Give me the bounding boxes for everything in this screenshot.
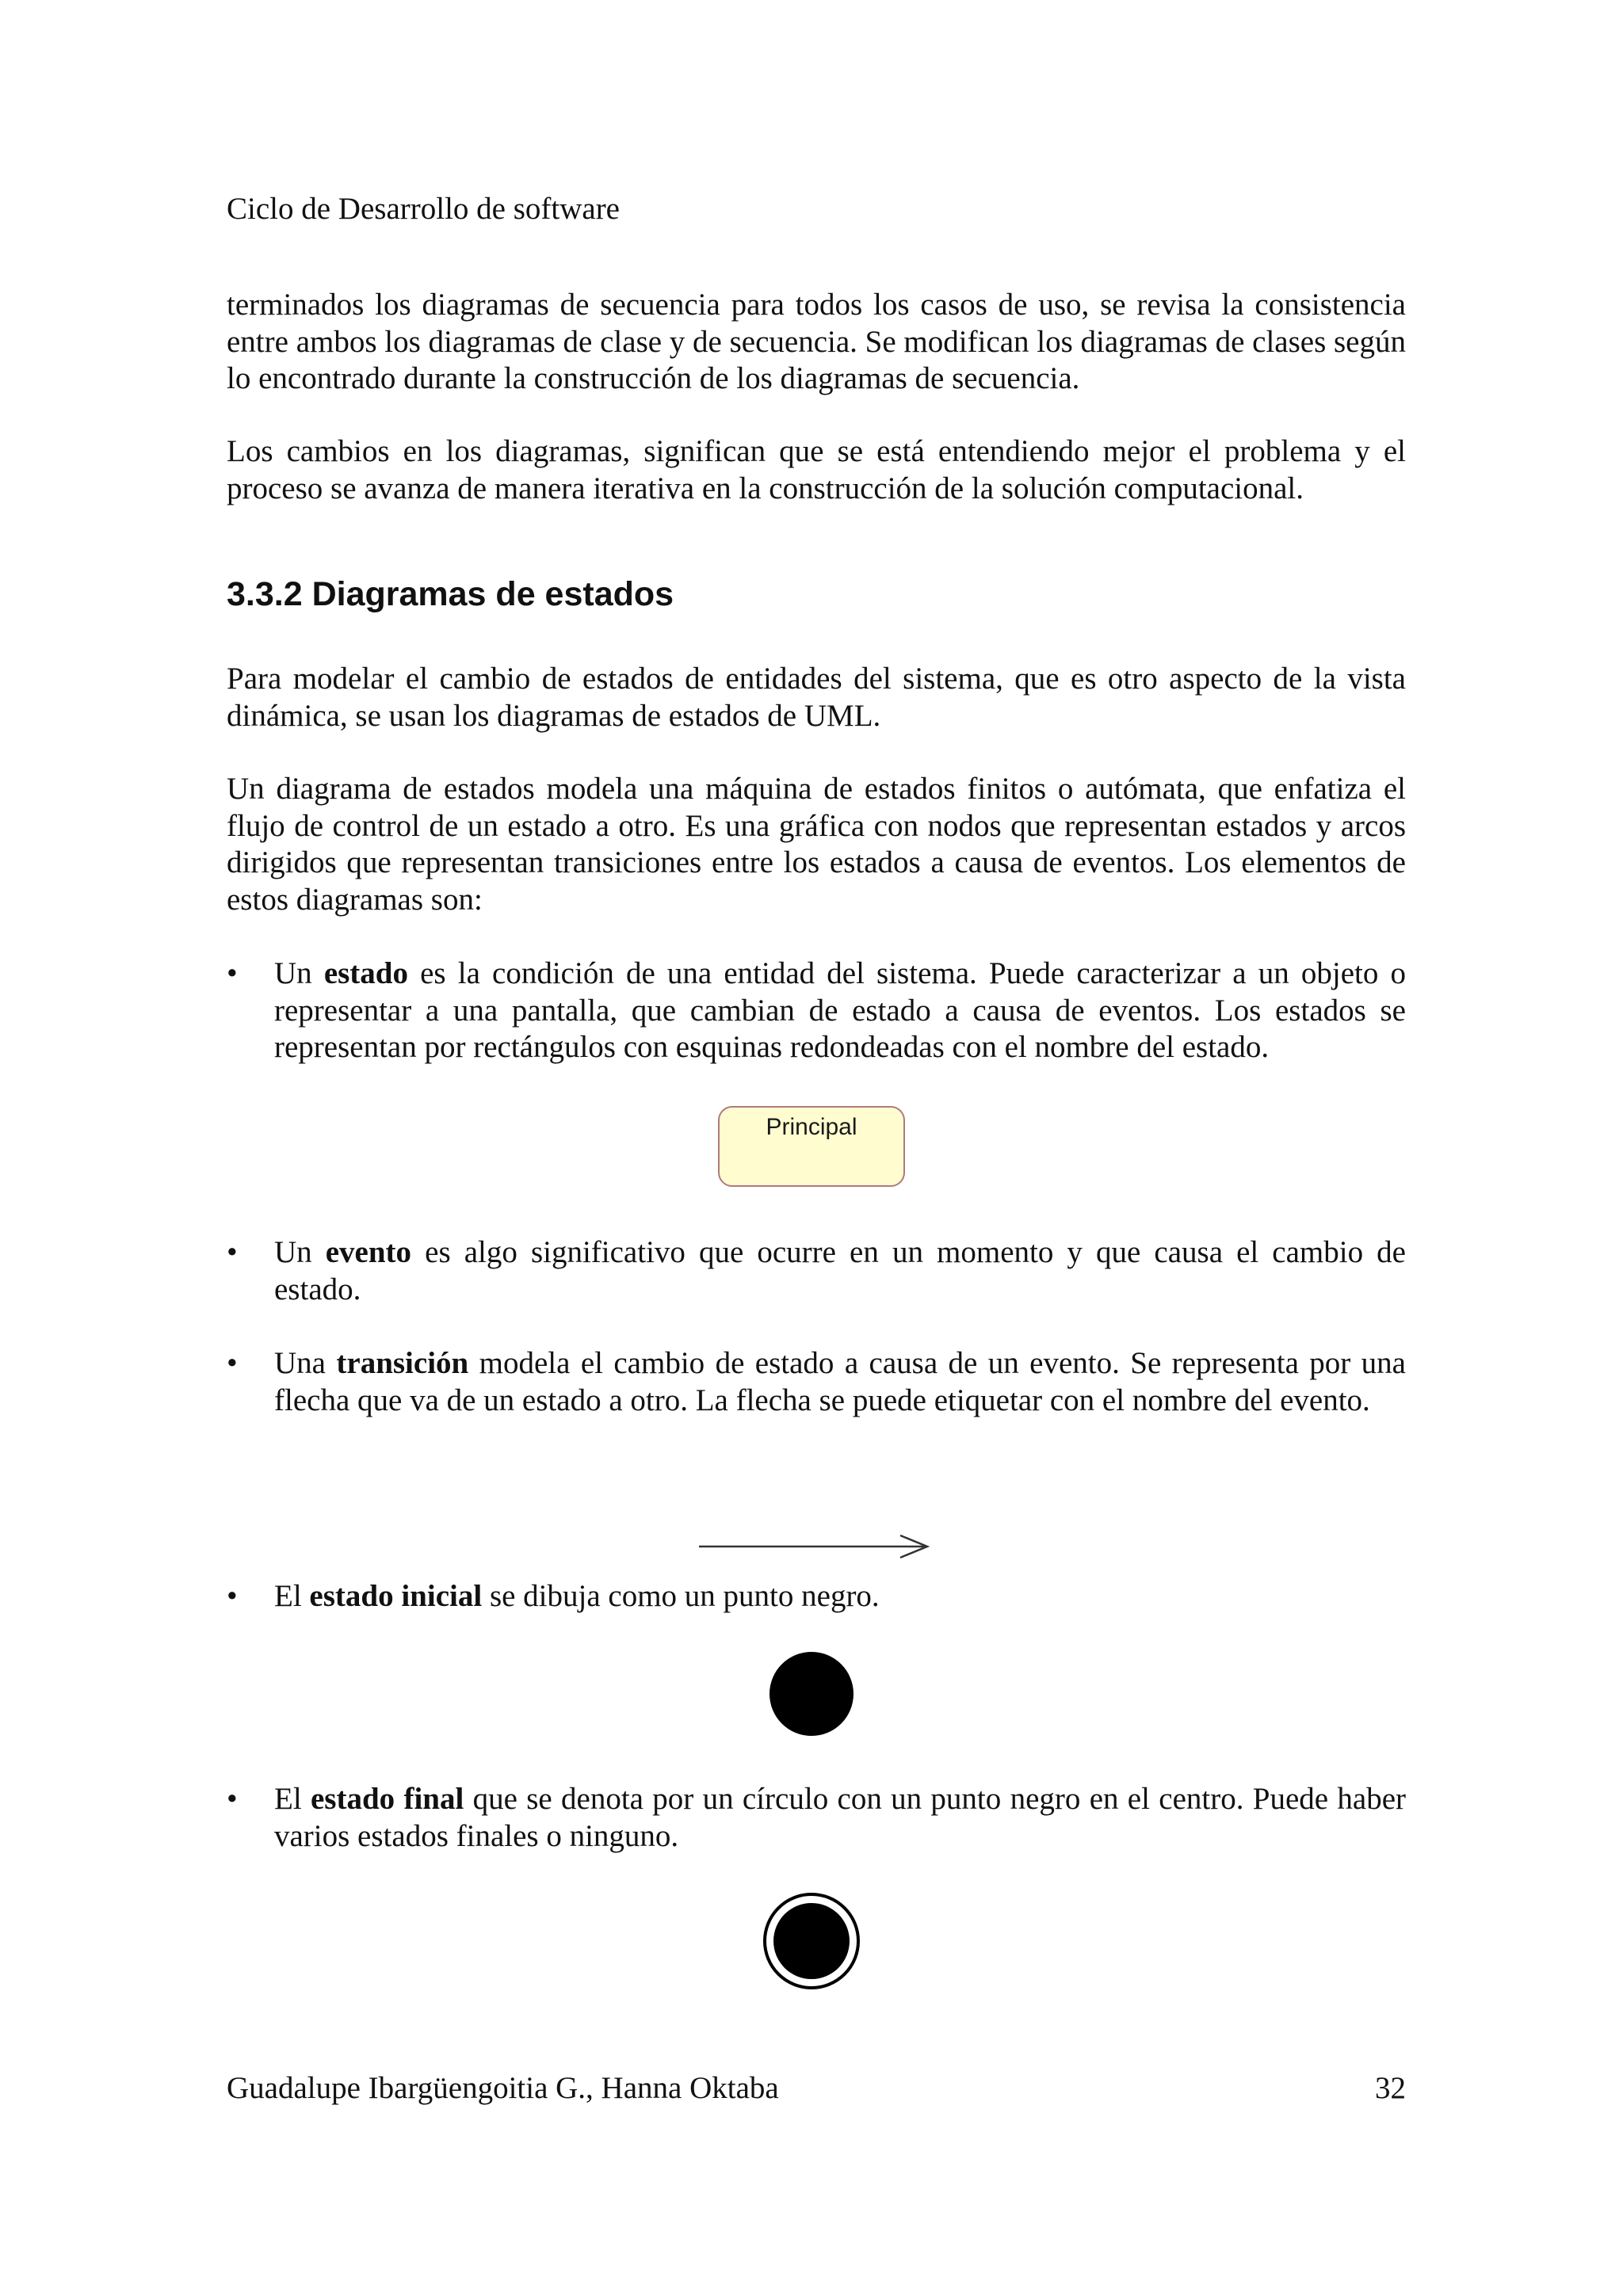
running-header: Ciclo de Desarrollo de software — [227, 192, 620, 226]
final-state-dot-icon — [773, 1903, 850, 1979]
bullet-term: estado — [323, 956, 408, 990]
paragraph-state-diagrams-intro: Para modelar el cambio de estados de entidades del sistema, que es otro aspecto de la vista dinámica, se usan los diagramas de estados de UML. — [227, 662, 1406, 733]
bullet-term: estado final — [310, 1782, 464, 1816]
bullet-text-pre: El — [274, 1782, 311, 1816]
bullet-marker: • — [227, 1782, 238, 1816]
bullet-text-post: modela el cambio de estado a causa de un evento. Se representa por una flecha que va de un estado a otro. La flecha se puede etiquetar con el nombre del evento. — [274, 1346, 1406, 1417]
bullet-marker: • — [227, 1346, 238, 1380]
state-node-label: Principal — [766, 1114, 857, 1140]
state-node-figure — [718, 1106, 905, 1187]
bullet-text-post: que se denota por un círculo con un punto negro en el centro. Puede haber varios estados finales o ninguno. — [274, 1782, 1406, 1853]
bullet-text — [274, 1234, 1406, 1308]
bullet-term: transición — [336, 1346, 469, 1380]
final-state-figure — [762, 1892, 861, 1990]
bullet-text — [274, 1578, 1406, 1615]
bullet-marker: • — [227, 1235, 238, 1269]
bullet-text-pre: Una — [274, 1346, 337, 1380]
bullet-text-pre: Un — [274, 956, 324, 990]
initial-state-dot-icon — [769, 1652, 854, 1736]
bullet-text-post: es algo significativo que ocurre en un momento y que causa el cambio de estado. — [274, 1235, 1406, 1306]
bullet-term: estado inicial — [309, 1579, 483, 1613]
paragraph-iterative-process: Los cambios en los diagramas, significan que se está entendiendo mejor el problema y el proceso se avanza de manera iterativa en la construcción de la solución computacional. — [227, 434, 1406, 505]
transition-arrow-figure — [697, 1531, 935, 1562]
paragraph-state-machine: Un diagrama de estados modela una máquina de estados finitos o autómata, que enfatiza el flujo de control de un estado a otro. Es una gráfica con nodos que representan estados y arcos dirigidos que representan transiciones entre los estados a causa de eventos. Los elementos de estos diagramas son: — [227, 772, 1406, 917]
footer-authors: Guadalupe Ibargüengoitia G., Hanna Oktaba — [227, 2071, 779, 2105]
bullet-marker: • — [227, 1579, 238, 1613]
bullet-text-pre: El — [274, 1579, 310, 1613]
bullet-text-post: es la condición de una entidad del sistema. Puede caracterizar a un objeto o representar a una pantalla, que cambian de estado a causa de eventos. Los estados se representan por rectángulos con esquinas redondeadas con el nombre del estado. — [274, 956, 1406, 1064]
bullet-text — [274, 1781, 1406, 1855]
bullet-text — [274, 955, 1406, 1066]
paragraph-sequence-consistency: terminados los diagramas de secuencia para todos los casos de uso, se revisa la consistencia entre ambos los diagramas de clase y de secuencia. Se modifican los diagramas de clases según lo encontrado durante la construcción de los diagramas de secuencia. — [227, 288, 1406, 395]
footer-page-number: 32 — [1375, 2071, 1406, 2105]
bullet-text-post: se dibuja como un punto negro. — [482, 1579, 880, 1613]
bullet-marker: • — [227, 956, 238, 990]
bullet-text — [274, 1345, 1406, 1419]
initial-state-figure — [767, 1650, 856, 1738]
bullet-text-pre: Un — [274, 1235, 326, 1269]
bullet-term: evento — [325, 1235, 412, 1269]
section-heading: 3.3.2 Diagramas de estados — [227, 575, 674, 613]
